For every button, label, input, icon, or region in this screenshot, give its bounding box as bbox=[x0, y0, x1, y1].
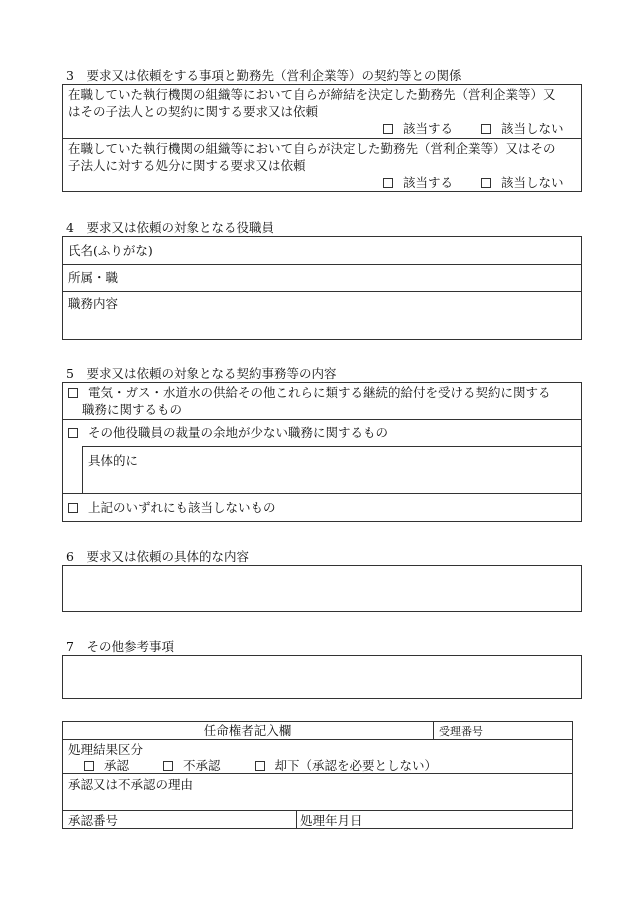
section-3-row2-text-1: 在職していた執行機関の組織等において自らが決定した勤務先（営利企業等）又はその bbox=[68, 141, 556, 156]
section-5-divider-1 bbox=[62, 419, 582, 420]
processing-date-label: 処理年月日 bbox=[300, 813, 363, 828]
name-label: 氏名(ふりがな) bbox=[68, 243, 153, 258]
section-3-row1-text-2: はその子法人との契約に関する要求又は依頼 bbox=[68, 104, 319, 119]
appointer-footer-split bbox=[296, 810, 297, 829]
section-3-row2-options bbox=[383, 174, 564, 191]
section-5-indent-line bbox=[82, 446, 83, 493]
approve-label: 承認 bbox=[104, 758, 130, 773]
section-5-divider-3 bbox=[62, 493, 582, 494]
approve-checkbox[interactable] bbox=[84, 761, 94, 771]
appointer-divider-3 bbox=[62, 810, 573, 811]
affiliation-label: 所属・職 bbox=[68, 270, 119, 285]
option-2-label: その他役職員の裁量の余地が少ない職務に関するもの bbox=[88, 425, 389, 440]
section-7-input-box[interactable] bbox=[62, 655, 582, 699]
specific-label: 具体的に bbox=[88, 453, 139, 468]
option-1-label-2: 職務に関するもの bbox=[82, 402, 183, 417]
section-4-divider-1 bbox=[62, 264, 582, 265]
row2-not-applicable-checkbox[interactable] bbox=[481, 178, 491, 188]
disapprove-label: 不承認 bbox=[183, 758, 221, 773]
result-category-label: 処理結果区分 bbox=[68, 742, 144, 757]
option-3-checkbox[interactable] bbox=[68, 503, 78, 513]
section-4-divider-2 bbox=[62, 291, 582, 292]
section-3-row1-options bbox=[383, 120, 564, 137]
section-5-option-1 bbox=[68, 384, 551, 401]
row2-not-applicable-label: 該当しない bbox=[501, 175, 564, 190]
appointer-header: 任命権者記入欄 bbox=[203, 723, 292, 738]
appointer-divider-1 bbox=[62, 739, 573, 740]
section-3-row1-text-1: 在職していた執行機関の組織等において自らが締結を決定した勤務先（営利企業等）又 bbox=[68, 87, 556, 102]
receipt-number-label: 受理番号 bbox=[439, 725, 483, 738]
section-5-divider-2 bbox=[82, 446, 582, 447]
row1-not-applicable-label: 該当しない bbox=[501, 121, 564, 136]
section-3-row2-text-2: 子法人に対する処分に関する要求又は依頼 bbox=[68, 158, 306, 173]
section-3-divider bbox=[62, 138, 582, 139]
section-5-option-2 bbox=[68, 424, 388, 441]
section-5-title: 5 要求又は依頼の対象となる契約事務等の内容 bbox=[66, 366, 337, 381]
option-1-checkbox[interactable] bbox=[68, 388, 78, 398]
approval-number-label: 承認番号 bbox=[68, 813, 119, 828]
section-5-option-3 bbox=[68, 499, 276, 516]
section-6-title: 6 要求又は依頼の具体的な内容 bbox=[66, 549, 249, 564]
row1-applicable-checkbox[interactable] bbox=[383, 124, 393, 134]
section-6-input-box[interactable] bbox=[62, 565, 582, 612]
option-3-label: 上記のいずれにも該当しないもの bbox=[88, 500, 276, 515]
row2-applicable-checkbox[interactable] bbox=[383, 178, 393, 188]
dismiss-checkbox[interactable] bbox=[255, 761, 265, 771]
row1-applicable-label: 該当する bbox=[403, 121, 454, 136]
row2-applicable-label: 該当する bbox=[403, 175, 454, 190]
row1-not-applicable-checkbox[interactable] bbox=[481, 124, 491, 134]
option-1-label: 電気・ガス・水道水の供給その他これらに類する継続的給付を受ける契約に関する bbox=[88, 385, 551, 400]
appointer-header-split bbox=[433, 721, 434, 739]
dismiss-label: 却下（承認を必要としない） bbox=[274, 758, 438, 773]
section-7-title: 7 その他参考事項 bbox=[66, 639, 174, 654]
option-2-checkbox[interactable] bbox=[68, 428, 78, 438]
duties-label: 職務内容 bbox=[68, 296, 119, 311]
disapprove-checkbox[interactable] bbox=[163, 761, 173, 771]
section-4-title: 4 要求又は依頼の対象となる役職員 bbox=[66, 220, 274, 235]
reason-label: 承認又は不承認の理由 bbox=[68, 777, 194, 792]
result-options bbox=[84, 757, 437, 774]
section-3-title: 3 要求又は依頼をする事項と勤務先（営利企業等）の契約等との関係 bbox=[66, 68, 462, 83]
